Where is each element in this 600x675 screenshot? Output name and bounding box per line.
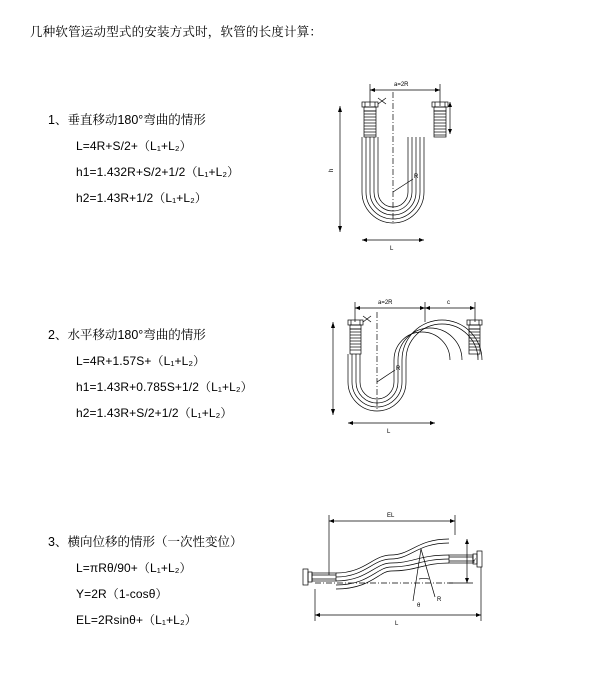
svg-text:R: R (437, 597, 442, 603)
svg-text:Y: Y (472, 559, 477, 565)
section-3-formula-2: Y=2R（1-cosθ） (76, 587, 168, 601)
section-2-text (48, 325, 253, 430)
svg-text:L: L (395, 621, 399, 627)
section-2-formula-1: L=4R+1.57S+（L₁+L₂） (76, 354, 206, 368)
svg-text:c: c (447, 300, 450, 306)
section-1-formula-1: L=4R+S/2+（L₁+L₂） (76, 139, 192, 153)
section-1-text (48, 110, 239, 215)
section-1-formula-3: h2=1.43R+1/2（L₁+L₂） (76, 191, 208, 205)
svg-text:R: R (396, 366, 401, 372)
section-1-title: 1、垂直移动180°弯曲的情形 (48, 113, 206, 127)
lateral-offset-diagram (295, 505, 495, 635)
svg-text:a=2R: a=2R (378, 300, 393, 306)
svg-text:θ: θ (417, 603, 421, 609)
section-1-formula-2: h1=1.432R+S/2+1/2（L₁+L₂） (76, 165, 240, 179)
svg-text:R: R (414, 174, 419, 180)
page-title: 几种软管运动型式的安装方式时，软管的长度计算： (30, 25, 323, 39)
section-2-title: 2、水平移动180°弯曲的情形 (48, 328, 206, 342)
horizontal-180-bend-diagram (315, 290, 505, 450)
svg-text:EL: EL (387, 513, 395, 519)
vertical-180-bend-diagram (318, 72, 498, 262)
svg-text:L: L (387, 429, 391, 435)
svg-text:a=2R: a=2R (394, 82, 409, 88)
section-3-formula-1: L=πRθ/90+（L₁+L₂） (76, 561, 192, 575)
section-3-formula-3: EL=2Rsinθ+（L₁+L₂） (76, 613, 197, 627)
svg-text:L: L (390, 246, 394, 252)
section-2-formula-3: h2=1.43R+S/2+1/2（L₁+L₂） (76, 406, 233, 420)
svg-text:h: h (329, 168, 335, 172)
section-3-title: 3、横向位移的情形（一次性变位） (48, 535, 243, 549)
section-2-formula-2: h1=1.43R+0.785S+1/2（L₁+L₂） (76, 380, 253, 394)
section-3-text (48, 532, 242, 637)
